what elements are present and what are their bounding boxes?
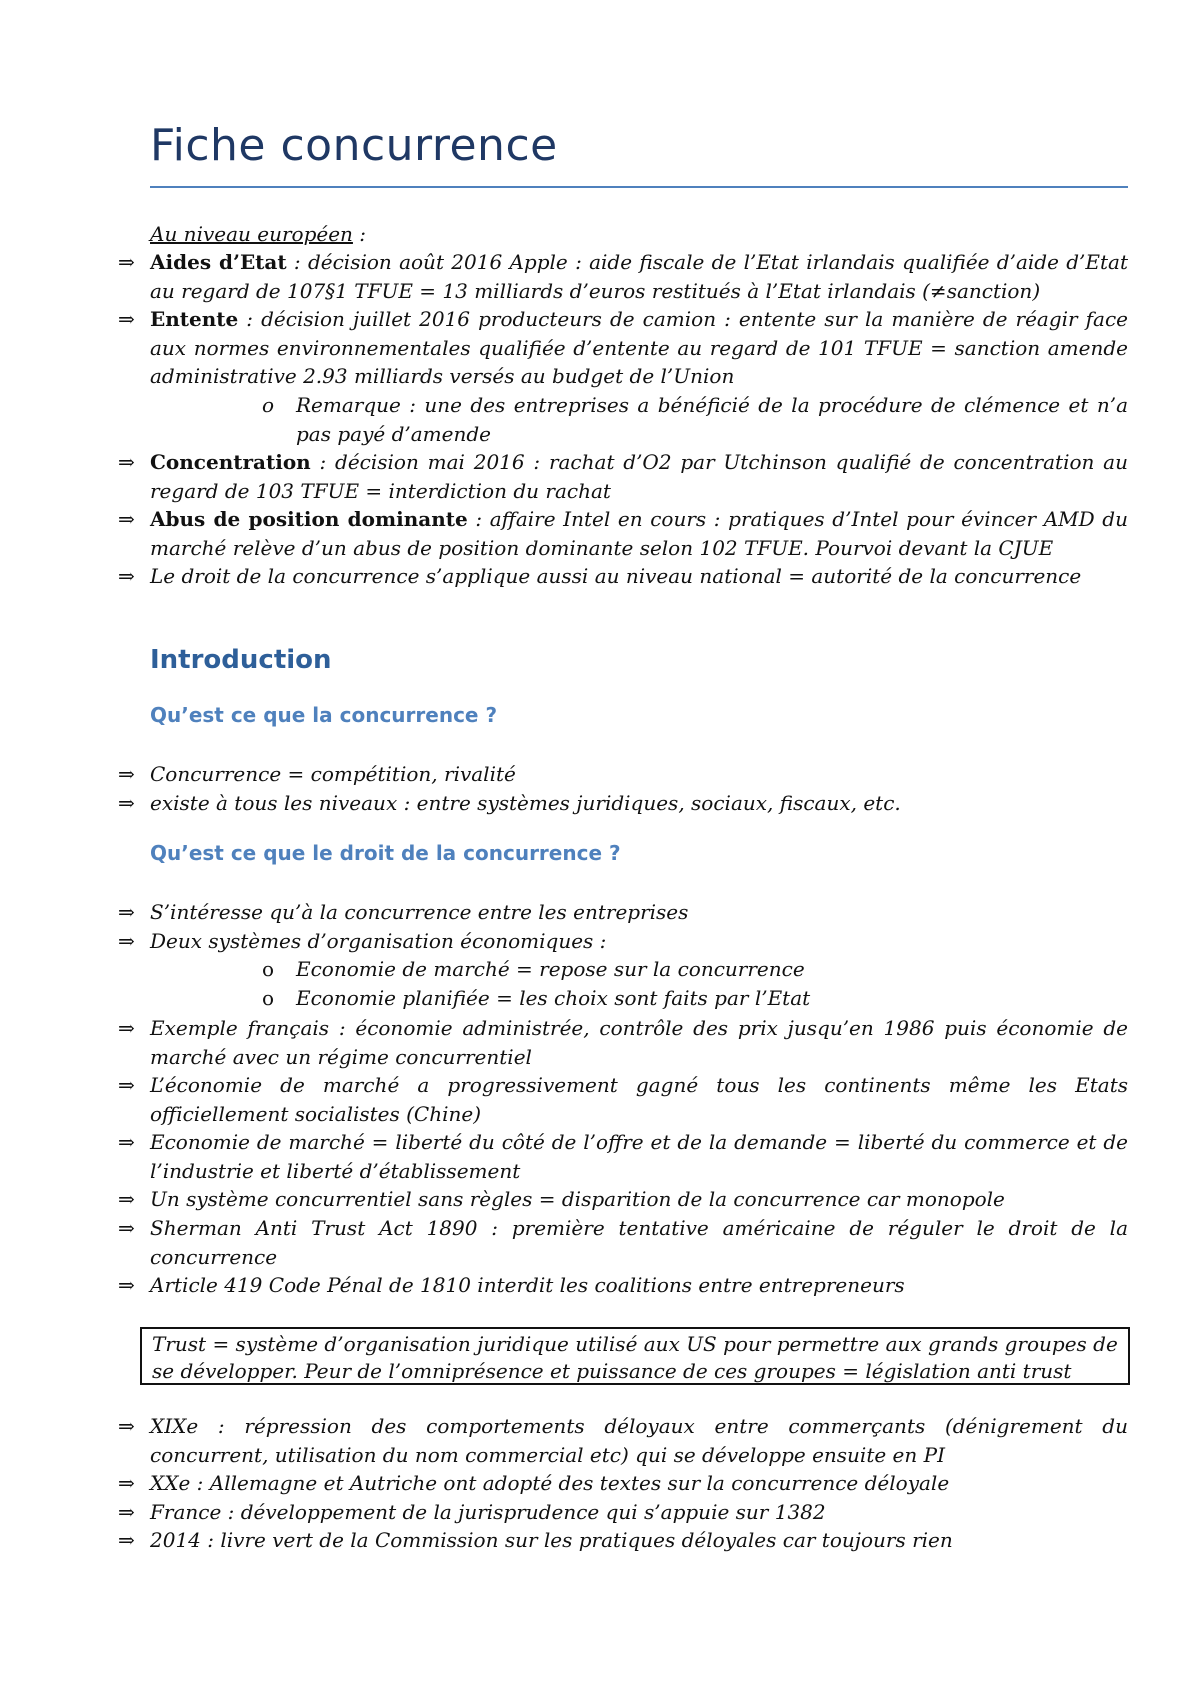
- term-abus: Abus de position dominante: [150, 507, 468, 531]
- arrow-bullet-icon: ⇒: [118, 1414, 135, 1438]
- arrow-bullet-icon: ⇒: [118, 929, 135, 953]
- arrow-bullet-icon: ⇒: [118, 507, 135, 531]
- list-item-sherman: Sherman Anti Trust Act 1890 : première tentative américaine de réguler le droit de la concurrence: [150, 1216, 1128, 1269]
- list-item-economie-planifiee: Economie planifiée = les choix sont faits par l’Etat: [296, 986, 811, 1010]
- term-aides: Aides d’Etat: [150, 250, 287, 274]
- section-label: [150, 220, 366, 248]
- list-item-xixe: XIXe : répression des comportements déloyaux entre commerçants (dénigrement du concurrent, utilisation du nom commercial etc) qui se développe ensuite en PI: [150, 1414, 1128, 1467]
- list-item-concurrence: Concurrence = compétition, rivalité: [150, 762, 516, 786]
- text-aides: : décision août 2016 Apple : aide fiscale de l’Etat irlandais qualifiée d’aide d’Etat au regard de 107§1 TFUE = 13 milliards d’euros restitués à l’Etat irlandais (≠sanction): [150, 250, 1128, 303]
- heading-question-1: Qu’est ce que la concurrence ?: [150, 703, 498, 727]
- list-item-entente: [150, 305, 1128, 391]
- list-item-liberte: Economie de marché = liberté du côté de l’offre et de la demande = liberté du commerce et de l’industrie et liberté d’établissement: [150, 1130, 1128, 1183]
- list-item-deux-systemes: Deux systèmes d’organisation économiques :: [150, 929, 607, 953]
- text-concentration: : décision mai 2016 : rachat d’O2 par Utchinson qualifié de concentration au regard de 103 TFUE = interdiction du rachat: [150, 450, 1128, 503]
- arrow-bullet-icon: ⇒: [118, 1016, 135, 1040]
- arrow-bullet-icon: ⇒: [118, 307, 135, 331]
- sub-bullet-icon: o: [262, 957, 275, 981]
- sub-bullet-icon: o: [262, 393, 275, 417]
- list-item-economie-gagne: L’économie de marché a progressivement gagné tous les continents même les Etats officiellement socialistes (Chine): [150, 1073, 1128, 1126]
- list-item-national: Le droit de la concurrence s’applique aussi au niveau national = autorité de la concurrence: [150, 564, 1082, 588]
- section-label-text: Au niveau européen: [150, 222, 353, 246]
- arrow-bullet-icon: ⇒: [118, 1528, 135, 1552]
- list-item-france: France : développement de la jurisprudence qui s’appuie sur 1382: [150, 1500, 826, 1524]
- arrow-bullet-icon: ⇒: [118, 762, 135, 786]
- list-item-remarque: Remarque : une des entreprises a bénéficié de la procédure de clémence et n’a pas payé d’amende: [296, 393, 1128, 446]
- term-entente: Entente: [150, 307, 239, 331]
- list-item-sans-regles: Un système concurrentiel sans règles = disparition de la concurrence car monopole: [150, 1187, 1005, 1211]
- text-entente: : décision juillet 2016 producteurs de camion : entente sur la manière de réagir face aux normes environnementales qualifiée d’entente au regard de 101 TFUE = sanction amende administrative 2.93 milliards versés au budget de l’Union: [150, 307, 1128, 388]
- list-item-article-419: Article 419 Code Pénal de 1810 interdit les coalitions entre entrepreneurs: [150, 1273, 905, 1297]
- arrow-bullet-icon: ⇒: [118, 250, 135, 274]
- list-item-xxe: XXe : Allemagne et Autriche ont adopté des textes sur la concurrence déloyale: [150, 1471, 950, 1495]
- arrow-bullet-icon: ⇒: [118, 1273, 135, 1297]
- title-underline: [150, 186, 1128, 188]
- list-item-livre-vert: 2014 : livre vert de la Commission sur les pratiques déloyales car toujours rien: [150, 1528, 953, 1552]
- arrow-bullet-icon: ⇒: [118, 1500, 135, 1524]
- heading-question-2: Qu’est ce que le droit de la concurrence ?: [150, 841, 621, 865]
- arrow-bullet-icon: ⇒: [118, 564, 135, 588]
- arrow-bullet-icon: ⇒: [118, 791, 135, 815]
- heading-introduction: Introduction: [150, 645, 332, 675]
- list-item-exemple: Exemple français : économie administrée, contrôle des prix jusqu’en 1986 puis économie de marché avec un régime concurrentiel: [150, 1016, 1128, 1069]
- sub-bullet-icon: o: [262, 986, 275, 1010]
- section-label-colon: :: [352, 222, 367, 246]
- term-concentration: Concentration: [150, 450, 311, 474]
- arrow-bullet-icon: ⇒: [118, 1471, 135, 1495]
- list-item-aides: [150, 248, 1128, 305]
- arrow-bullet-icon: ⇒: [118, 1216, 135, 1240]
- arrow-bullet-icon: ⇒: [118, 1187, 135, 1211]
- list-item-s-interesse: S’intéresse qu’à la concurrence entre les entreprises: [150, 900, 689, 924]
- list-item-economie-marche: Economie de marché = repose sur la concurrence: [296, 957, 805, 981]
- list-item-concentration: [150, 448, 1128, 505]
- list-item-niveaux: existe à tous les niveaux : entre systèmes juridiques, sociaux, fiscaux, etc.: [150, 791, 901, 815]
- page-title: Fiche concurrence: [150, 120, 558, 171]
- arrow-bullet-icon: ⇒: [118, 1130, 135, 1154]
- arrow-bullet-icon: ⇒: [118, 1073, 135, 1097]
- text-abus: : affaire Intel en cours : pratiques d’Intel pour évincer AMD du marché relève d’un abus de position dominante selon 102 TFUE. Pourvoi devant la CJUE: [150, 507, 1128, 560]
- trust-definition-box: Trust = système d’organisation juridique utilisé aux US pour permettre aux grands groupes de se développer. Peur de l’omniprésence et puissance de ces groupes = législation anti trust: [140, 1327, 1130, 1385]
- arrow-bullet-icon: ⇒: [118, 900, 135, 924]
- arrow-bullet-icon: ⇒: [118, 450, 135, 474]
- list-item-abus: [150, 505, 1128, 562]
